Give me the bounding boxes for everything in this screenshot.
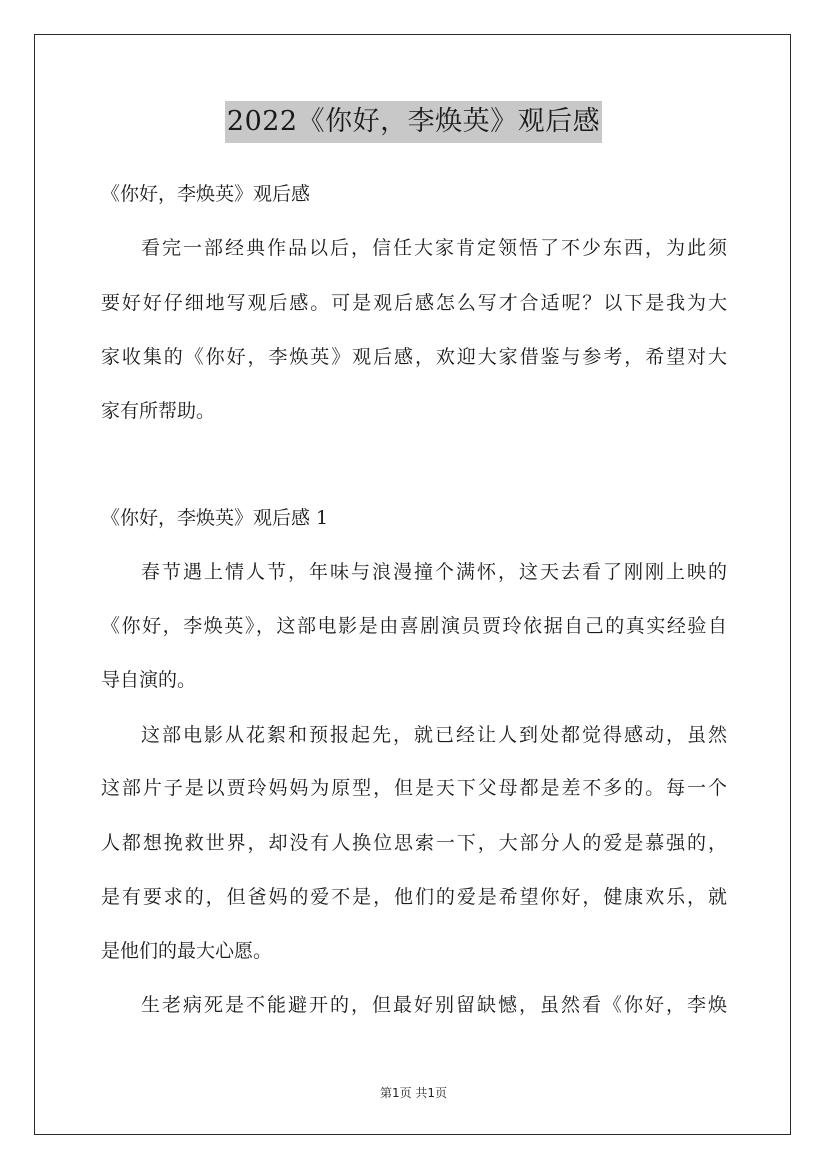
section1-line-9: 生老病死是不能避开的，但最好别留缺憾，虽然看《你好，李焕 [141,994,727,1016]
section1-line-4: 这部电影从花絮和预报起先，就已经让人到处都觉得感动，虽然 [141,724,727,746]
intro-line-1: 看完一部经典作品以后，信任大家肯定领悟了不少东西，为此须 [141,237,727,259]
section1-line-1: 春节遇上情人节，年味与浪漫撞个满怀，这天去看了刚刚上映的 [141,561,727,583]
section1-heading: 《你好，李焕英》观后感 1 [101,507,329,529]
section1-line-5: 这部片子是以贾玲妈妈为原型，但是天下父母都是差不多的。每一个 [101,777,727,799]
section1-line-6: 人都想挽救世界，却没有人换位思索一下，大部分人的爱是慕强的， [101,832,727,854]
section1-line-7: 是有要求的，但爸妈的爱不是，他们的爱是希望你好，健康欢乐，就 [101,886,727,908]
section1-line-8: 是他们的最大心愿。 [101,940,273,962]
intro-line-3: 家收集的《你好，李焕英》观后感，欢迎大家借鉴与参考，希望对大 [101,346,727,368]
intro-line-2: 要好好仔细地写观后感。可是观后感怎么写才合适呢？以下是我为大 [101,292,727,314]
section1-line-3: 导自演的。 [101,669,197,691]
page-footer: 第1页 共1页 [379,1086,448,1100]
title-wrap [0,101,827,143]
document-title: 2022《你好，李焕英》观后感 [225,101,602,143]
section1-line-2: 《你好，李焕英》，这部电影是由喜剧演员贾玲依据自己的真实经验自 [101,615,727,637]
intro-line-4: 家有所帮助。 [101,400,216,422]
subtitle: 《你好，李焕英》观后感 [101,183,311,205]
